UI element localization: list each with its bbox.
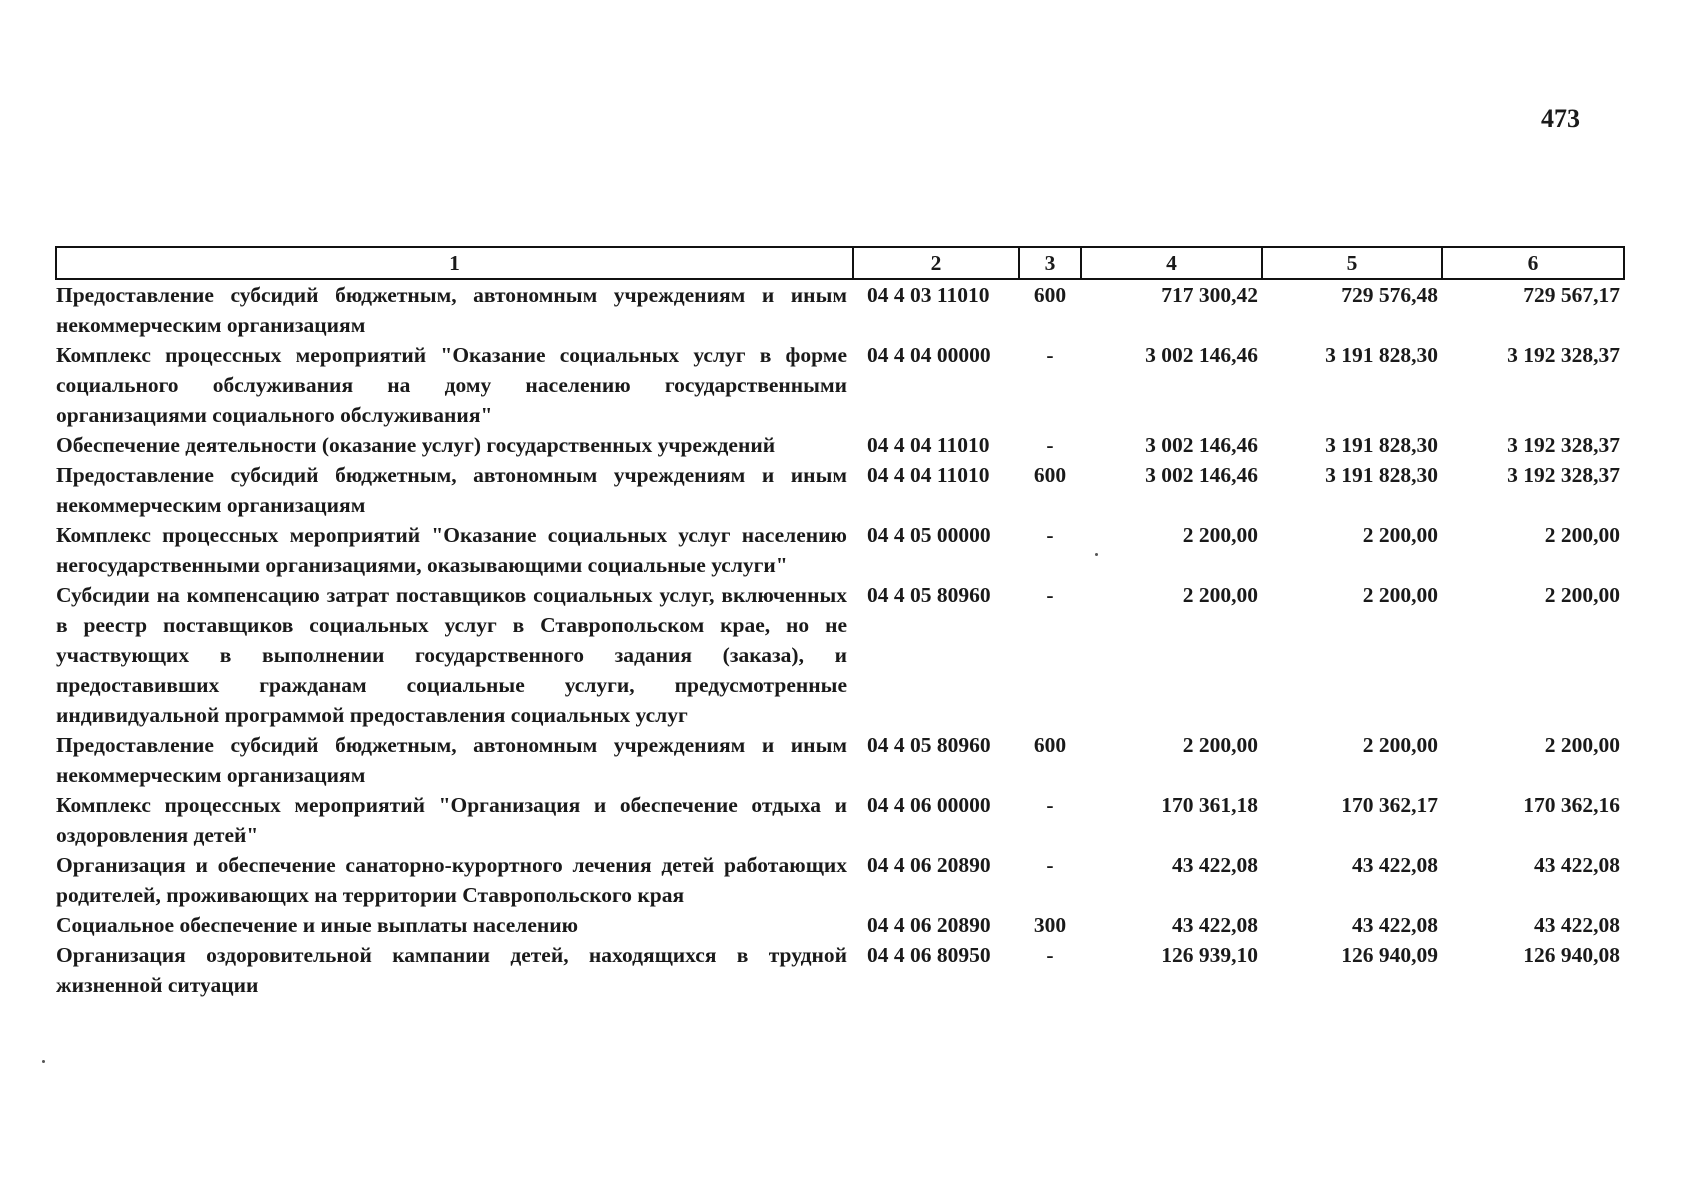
- page-number: 473: [1541, 104, 1580, 133]
- row-amount-1: 3 002 146,46: [1145, 343, 1258, 367]
- row-amount-3: 3 192 328,37: [1507, 343, 1620, 367]
- table-row: [56, 910, 1624, 940]
- row-amount-3: 729 567,17: [1523, 283, 1620, 307]
- row-kind: -: [1046, 583, 1054, 607]
- row-amount-3: 126 940,08: [1523, 943, 1620, 967]
- row-amount-1: 43 422,08: [1172, 913, 1258, 937]
- row-code: 04 4 04 11010: [867, 433, 990, 457]
- row-code: 04 4 04 11010: [867, 463, 990, 487]
- table-row: [56, 790, 1624, 850]
- row-kind: 600: [1033, 283, 1067, 307]
- row-name: Предоставление субсидий бюджетным, автономным учреждениям и иным некоммерческим организациям: [56, 283, 847, 337]
- row-code: 04 4 06 20890: [867, 853, 991, 877]
- row-kind: -: [1046, 943, 1054, 967]
- row-amount-1: 717 300,42: [1161, 283, 1258, 307]
- row-amount-2: 43 422,08: [1352, 913, 1438, 937]
- row-amount-3: 2 200,00: [1544, 733, 1620, 757]
- row-amount-1: 43 422,08: [1172, 853, 1258, 877]
- row-amount-3: 2 200,00: [1544, 583, 1620, 607]
- row-kind: -: [1046, 853, 1054, 877]
- row-amount-2: 126 940,09: [1341, 943, 1438, 967]
- row-amount-1: 2 200,00: [1182, 583, 1258, 607]
- row-amount-2: 729 576,48: [1341, 283, 1438, 307]
- row-name: Организация оздоровительной кампании детей, находящихся в трудной жизненной ситуации: [56, 943, 847, 997]
- row-kind: 600: [1033, 463, 1067, 487]
- column-header-1: 1: [56, 247, 853, 279]
- table-row: [56, 340, 1624, 430]
- row-amount-1: 2 200,00: [1182, 733, 1258, 757]
- row-kind: -: [1046, 523, 1054, 547]
- row-name: Комплекс процессных мероприятий "Организация и обеспечение отдыха и оздоровления детей": [56, 793, 847, 847]
- scan-speck: [42, 1060, 45, 1063]
- row-amount-2: 2 200,00: [1362, 523, 1438, 547]
- column-header-5: 5: [1262, 247, 1442, 279]
- row-name: Обеспечение деятельности (оказание услуг) государственных учреждений: [56, 433, 776, 457]
- row-amount-2: 3 191 828,30: [1325, 343, 1438, 367]
- column-header-6: 6: [1442, 247, 1624, 279]
- row-amount-2: 2 200,00: [1362, 583, 1438, 607]
- row-amount-3: 2 200,00: [1544, 523, 1620, 547]
- row-amount-2: 2 200,00: [1362, 733, 1438, 757]
- table-header-row: [56, 247, 1624, 279]
- row-code: 04 4 04 00000: [867, 343, 991, 367]
- row-code: 04 4 06 20890: [867, 913, 991, 937]
- row-amount-3: 43 422,08: [1534, 913, 1620, 937]
- row-name: Предоставление субсидий бюджетным, автономным учреждениям и иным некоммерческим организациям: [56, 463, 847, 517]
- table-row: [56, 850, 1624, 910]
- column-header-4: 4: [1081, 247, 1262, 279]
- column-header-2: 2: [853, 247, 1019, 279]
- row-name: Комплекс процессных мероприятий "Оказание социальных услуг в форме социального обслуживания на дому населению государственными организациями социального обслуживания": [56, 343, 847, 427]
- row-code: 04 4 06 00000: [867, 793, 991, 817]
- row-kind: -: [1046, 343, 1054, 367]
- budget-table: [55, 246, 1625, 1000]
- table-row: [56, 520, 1624, 580]
- row-kind: -: [1046, 433, 1054, 457]
- column-header-3: 3: [1019, 247, 1081, 279]
- row-kind: 300: [1033, 913, 1067, 937]
- table-row: [56, 430, 1624, 460]
- row-name: Субсидии на компенсацию затрат поставщиков социальных услуг, включенных в реестр поставщиков социальных услуг в Ставропольском крае, но не участвующих в выполнении государственного задания (заказа), и предоставивших гражданам социальные услуги, предусмотренные индивидуальной программой предоставления социальных услуг: [56, 583, 847, 727]
- row-name: Предоставление субсидий бюджетным, автономным учреждениям и иным некоммерческим организациям: [56, 733, 847, 787]
- row-code: 04 4 05 80960: [867, 583, 991, 607]
- row-amount-2: 170 362,17: [1341, 793, 1438, 817]
- row-amount-2: 43 422,08: [1352, 853, 1438, 877]
- row-name: Социальное обеспечение и иные выплаты населению: [56, 913, 579, 937]
- row-code: 04 4 06 80950: [867, 943, 991, 967]
- table-row: [56, 940, 1624, 1000]
- row-amount-2: 3 191 828,30: [1325, 433, 1438, 457]
- row-amount-3: 43 422,08: [1534, 853, 1620, 877]
- table-row: [56, 580, 1624, 730]
- row-amount-1: 3 002 146,46: [1145, 433, 1258, 457]
- row-name: Организация и обеспечение санаторно-курортного лечения детей работающих родителей, проживающих на территории Ставропольского края: [56, 853, 847, 907]
- row-amount-1: 170 361,18: [1161, 793, 1258, 817]
- row-amount-1: 2 200,00: [1182, 523, 1258, 547]
- row-kind: -: [1046, 793, 1054, 817]
- row-code: 04 4 05 80960: [867, 733, 991, 757]
- row-amount-3: 170 362,16: [1523, 793, 1620, 817]
- row-amount-1: 126 939,10: [1161, 943, 1258, 967]
- table-row: [56, 730, 1624, 790]
- row-code: 04 4 03 11010: [867, 283, 990, 307]
- table-row: [56, 279, 1624, 340]
- row-amount-2: 3 191 828,30: [1325, 463, 1438, 487]
- row-amount-3: 3 192 328,37: [1507, 463, 1620, 487]
- table-row: [56, 460, 1624, 520]
- row-amount-3: 3 192 328,37: [1507, 433, 1620, 457]
- row-kind: 600: [1033, 733, 1067, 757]
- row-code: 04 4 05 00000: [867, 523, 991, 547]
- scan-speck: [1095, 553, 1098, 556]
- row-name: Комплекс процессных мероприятий "Оказание социальных услуг населению негосударственными организациями, оказывающими социальные услуги": [56, 523, 847, 577]
- row-amount-1: 3 002 146,46: [1145, 463, 1258, 487]
